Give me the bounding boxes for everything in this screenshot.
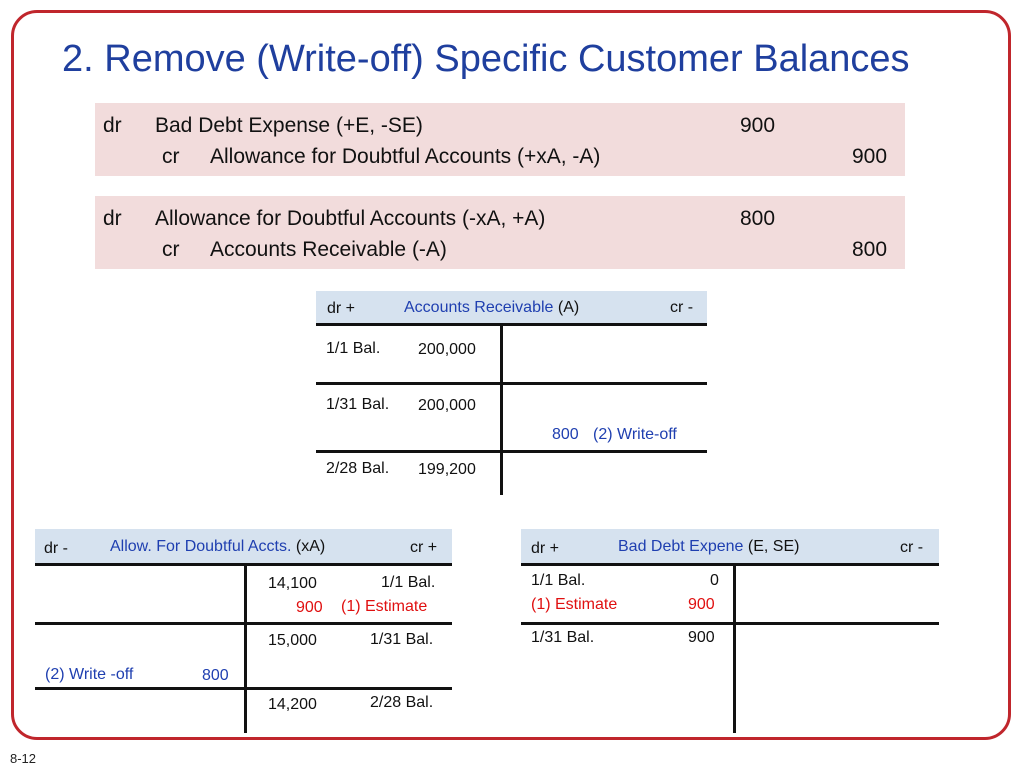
account-name: Bad Debt Expene <box>618 538 744 555</box>
credit-prefix: cr <box>162 238 180 261</box>
account-type: (A) <box>557 299 580 316</box>
balance-amount: 200,000 <box>418 397 476 414</box>
account-type: (E, SE) <box>747 538 800 555</box>
t-line-horizontal <box>35 622 452 625</box>
balance-label: 1/1 Bal. <box>326 340 381 357</box>
balance-amount: 15,000 <box>268 632 317 649</box>
t-line-horizontal <box>521 563 939 566</box>
debit-account: Bad Debt Expense (+E, -SE) <box>155 114 423 137</box>
writeoff-label: (2) Write -off <box>45 666 134 683</box>
credit-amount: 900 <box>852 145 888 168</box>
cr-label: cr - <box>900 539 924 556</box>
balance-label: 1/1 Bal. <box>381 574 436 591</box>
balance-label: 1/31 Bal. <box>531 629 595 646</box>
account-name: Allow. For Doubtful Accts. <box>110 538 292 555</box>
t-line-vertical <box>733 565 736 733</box>
balance-amount: 0 <box>710 572 719 589</box>
t-line-vertical <box>244 565 247 733</box>
credit-account: Accounts Receivable (-A) <box>210 238 447 261</box>
account-name: Accounts Receivable <box>404 299 554 316</box>
debit-amount: 800 <box>740 207 776 230</box>
balance-amount: 200,000 <box>418 341 476 358</box>
estimate-amount: 900 <box>296 599 323 616</box>
credit-prefix: cr <box>162 145 180 168</box>
dr-label: dr - <box>44 540 68 557</box>
debit-amount: 900 <box>740 114 776 137</box>
balance-label: 2/28 Bal. <box>326 460 390 477</box>
dr-label: dr + <box>531 540 560 557</box>
cr-label: cr - <box>670 299 694 316</box>
balance-amount: 199,200 <box>418 461 476 478</box>
estimate-label: (1) Estimate <box>531 596 618 613</box>
slide-title: 2. Remove (Write-off) Specific Customer Balances <box>62 38 910 80</box>
debit-prefix: dr <box>103 114 122 137</box>
writeoff-amount: 800 <box>202 667 229 684</box>
credit-amount: 800 <box>852 238 888 261</box>
debit-account: Allowance for Doubtful Accounts (-xA, +A) <box>155 207 546 230</box>
account-type: (xA) <box>295 538 326 555</box>
t-line-horizontal <box>35 687 452 690</box>
balance-label: 1/31 Bal. <box>326 396 390 413</box>
t-line-horizontal <box>316 323 707 326</box>
journal-entry-1 <box>95 103 905 176</box>
account-title <box>110 538 325 556</box>
dr-label: dr + <box>327 300 356 317</box>
balance-amount: 900 <box>688 629 715 646</box>
t-line-horizontal <box>316 382 707 385</box>
balance-label: 1/31 Bal. <box>370 631 434 648</box>
account-title <box>618 538 799 556</box>
slide-number: 8-12 <box>10 751 37 766</box>
balance-label: 2/28 Bal. <box>370 694 434 711</box>
estimate-label: (1) Estimate <box>341 598 428 615</box>
t-line-horizontal <box>521 622 939 625</box>
balance-amount: 14,100 <box>268 575 317 592</box>
journal-entry-2 <box>95 196 905 269</box>
cr-label: cr + <box>410 539 438 556</box>
writeoff-amount: 800 <box>552 426 579 443</box>
credit-account: Allowance for Doubtful Accounts (+xA, -A) <box>210 145 601 168</box>
t-line-horizontal <box>316 450 707 453</box>
estimate-amount: 900 <box>688 596 715 613</box>
t-line-vertical <box>500 325 503 495</box>
balance-amount: 14,200 <box>268 696 317 713</box>
balance-label: 1/1 Bal. <box>531 572 586 589</box>
debit-prefix: dr <box>103 207 122 230</box>
writeoff-label: (2) Write-off <box>593 426 677 443</box>
account-title <box>404 299 579 317</box>
